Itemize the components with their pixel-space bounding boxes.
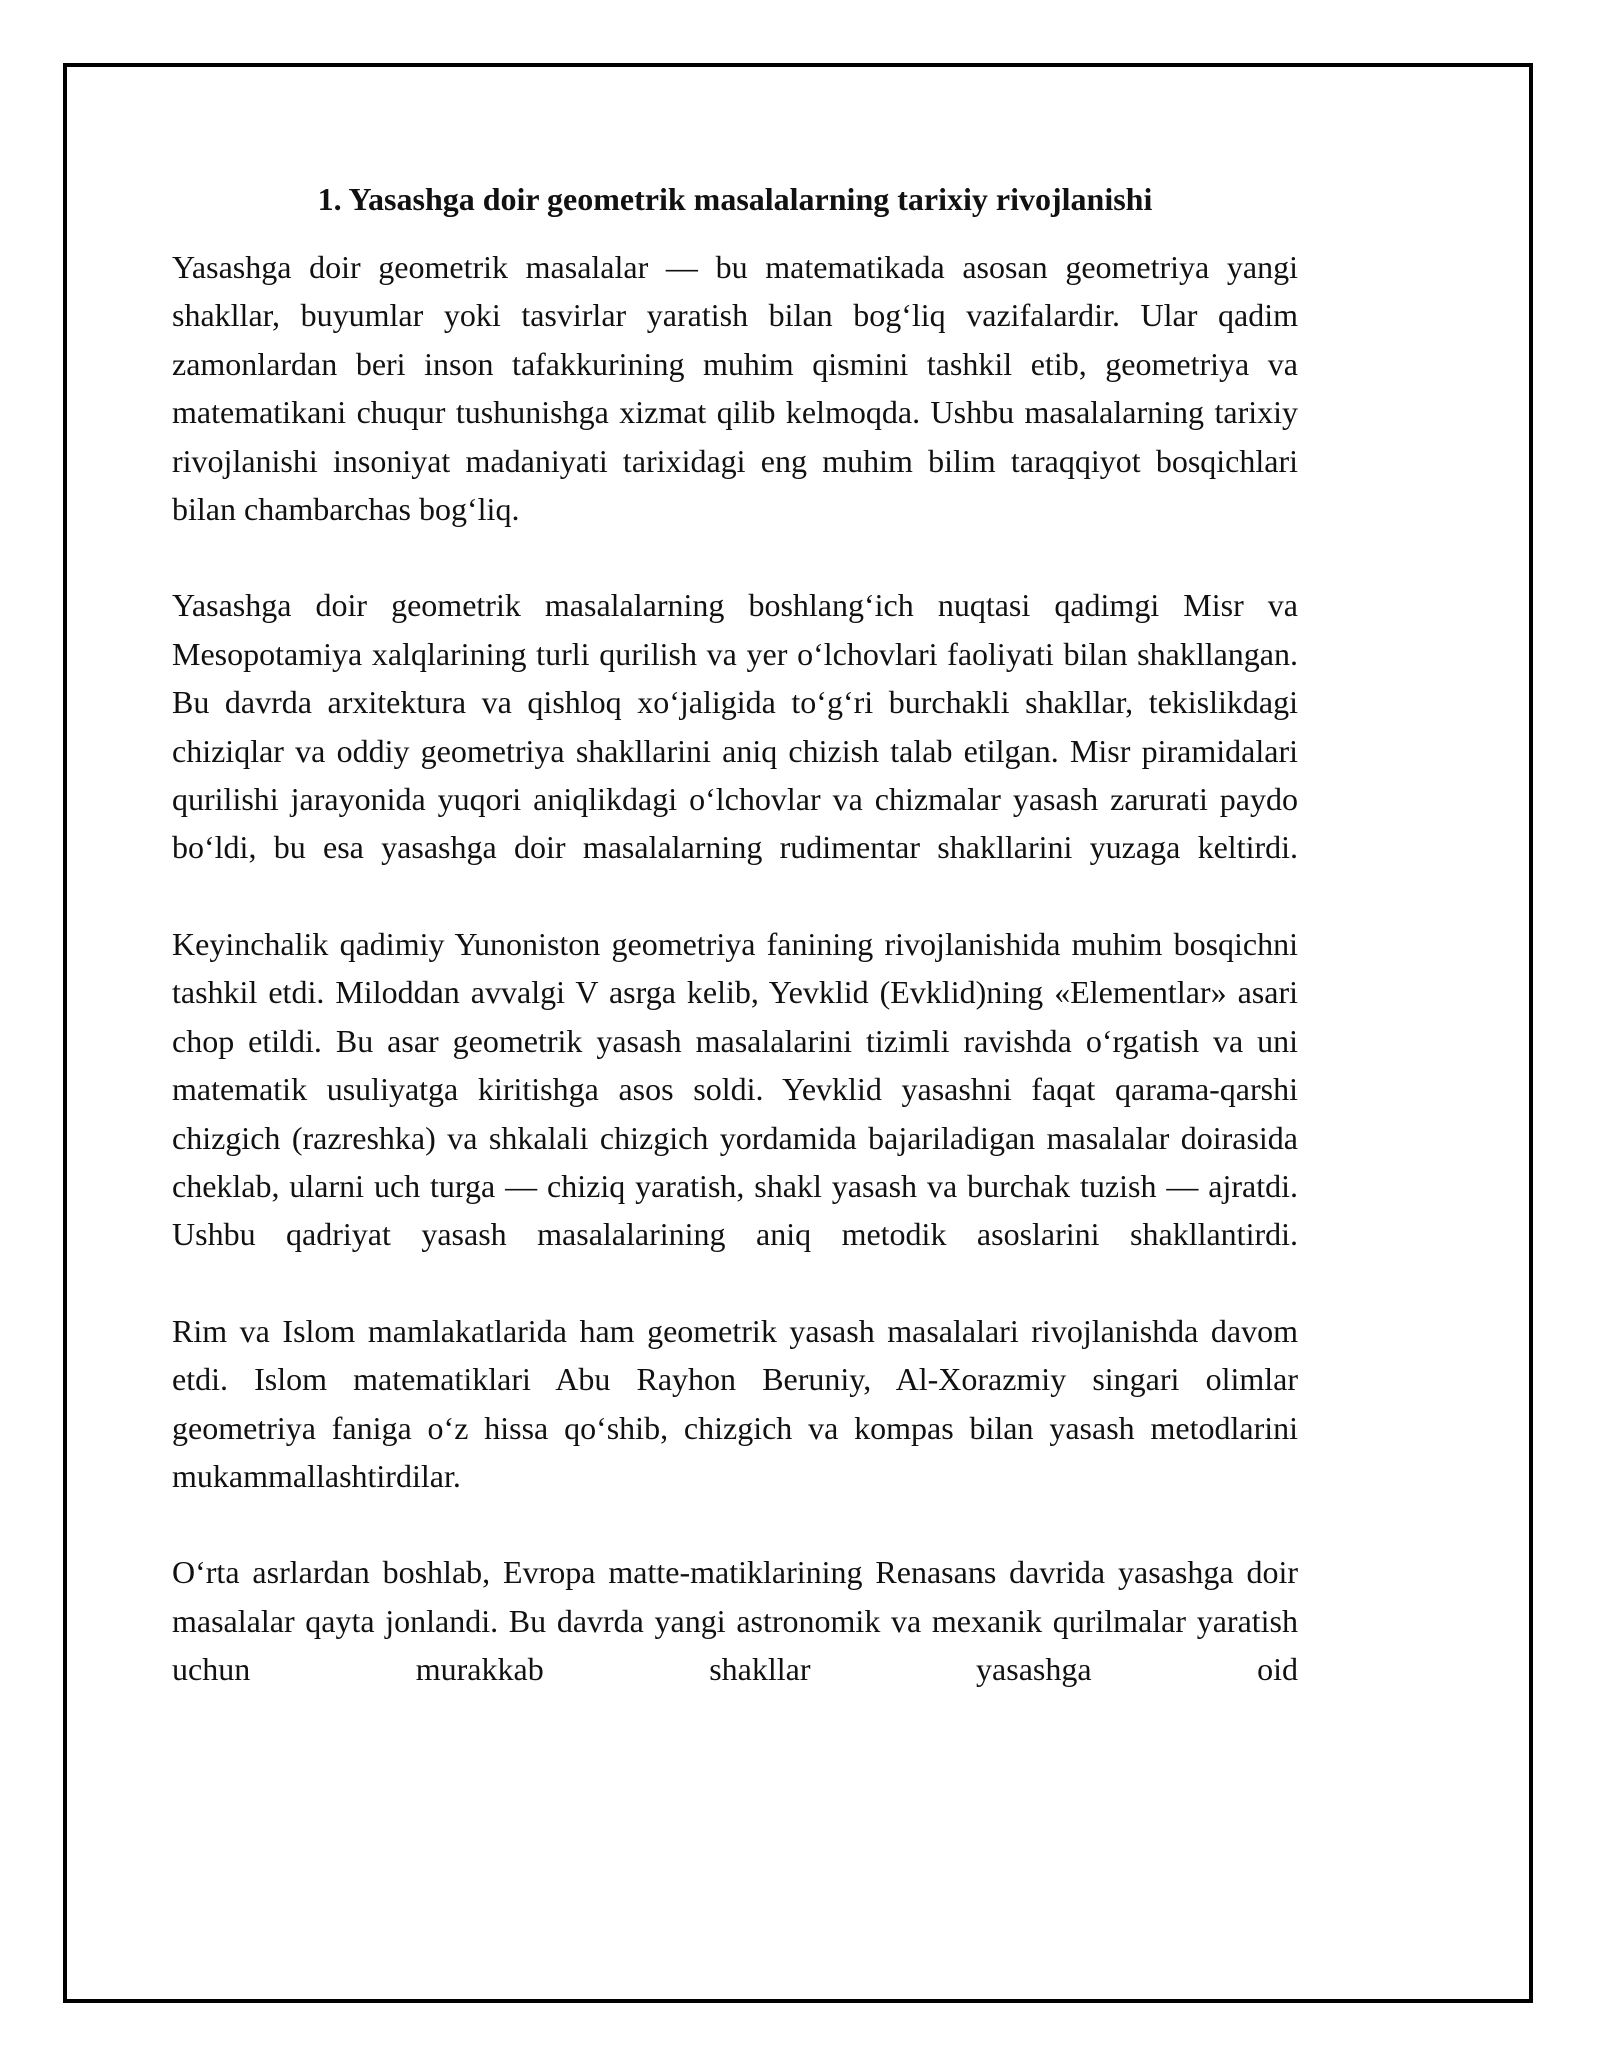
paragraph-2: Yasashga doir geometrik masalalarning boshlang‘ich nuqtasi qadimgi Misr va Mesopotamiya xalqlarining turli qurilish va yer o‘lchovlari faoliyati bilan shakllangan. Bu davrda arxitektura va qishloq xo‘jaligida to‘g‘ri burchakli shakllar, tekislikdagi chiziqlar va oddiy geometriya shakllarini aniq chizish talab etilgan. Misr piramidalari qurilishi jarayonida yuqori aniqlikdagi o‘lchovlar va chizmalar yasash zarurati paydo bo‘ldi, bu esa yasashga doir masalalarning rudimentar shakllarini yuzaga keltirdi. (172, 587, 1298, 866)
paragraph-1: Yasashga doir geometrik masalalar — bu matematikada asosan geometriya yangi shakllar, buyumlar yoki tasvirlar yaratish bilan bog‘liq vazifalardir. Ular qadim zamonlardan beri inson tafakkurining muhim qismini tashkil etib, geometriya va matematikani chuqur tushunishga xizmat qilib kelmoqda. Ushbu masalalarning tarixiy rivojlanishi insoniyat madaniyati tarixidagi eng muhim bilim taraqqiyot bosqichlari bilan chambarchas bog‘liq. (172, 249, 1298, 528)
section-heading: 1. Yasashga doir geometrik masalalarning tarixiy rivojlanishi (317, 181, 1153, 217)
paragraph-4: Rim va Islom mamlakatlarida ham geometrik yasash masalalari rivojlanishda davom etdi. Islom matematiklari Abu Rayhon Beruniy, Al-Xorazmiy singari olimlar geometriya faniga o‘z hissa qo‘shib, chizgich va kompas bilan yasash metodlarini mukammallashtirdilar. (172, 1312, 1298, 1494)
paragraph-3: Keyinchalik qadimiy Yunoniston geometriya fanining rivojlanishida muhim bosqichni tashkil etdi. Miloddan avvalgi V asrga kelib, Yevklid (Evklid)ning «Elementlar» asari chop etildi. Bu asar geometrik yasash masalalarini tizimli ravishda o‘rgatish va uni matematik usuliyatga kiritishga asos soldi. Yevklid yasashni faqat qarama-qarshi chizgich (razreshka) va shkalali chizgich yordamida bajariladigan masalalar doirasida cheklab, ularni uch turga — chiziq yaratish, shakl yasash va burchak tuzish — ajratdi. Ushbu qadriyat yasash masalalarining aniq metodik asoslarini shakllantirdi. (172, 925, 1298, 1253)
document-body (172, 175, 1298, 1694)
paragraph-5: O‘rta asrlardan boshlab, Evropa matte-matiklarining Renasans davrida yasashga doir masalalar qayta jonlandi. Bu davrda yangi astronomik va mexanik qurilmalar yaratish uchun murakkab shakllar yasashga oid (172, 1554, 1298, 1688)
